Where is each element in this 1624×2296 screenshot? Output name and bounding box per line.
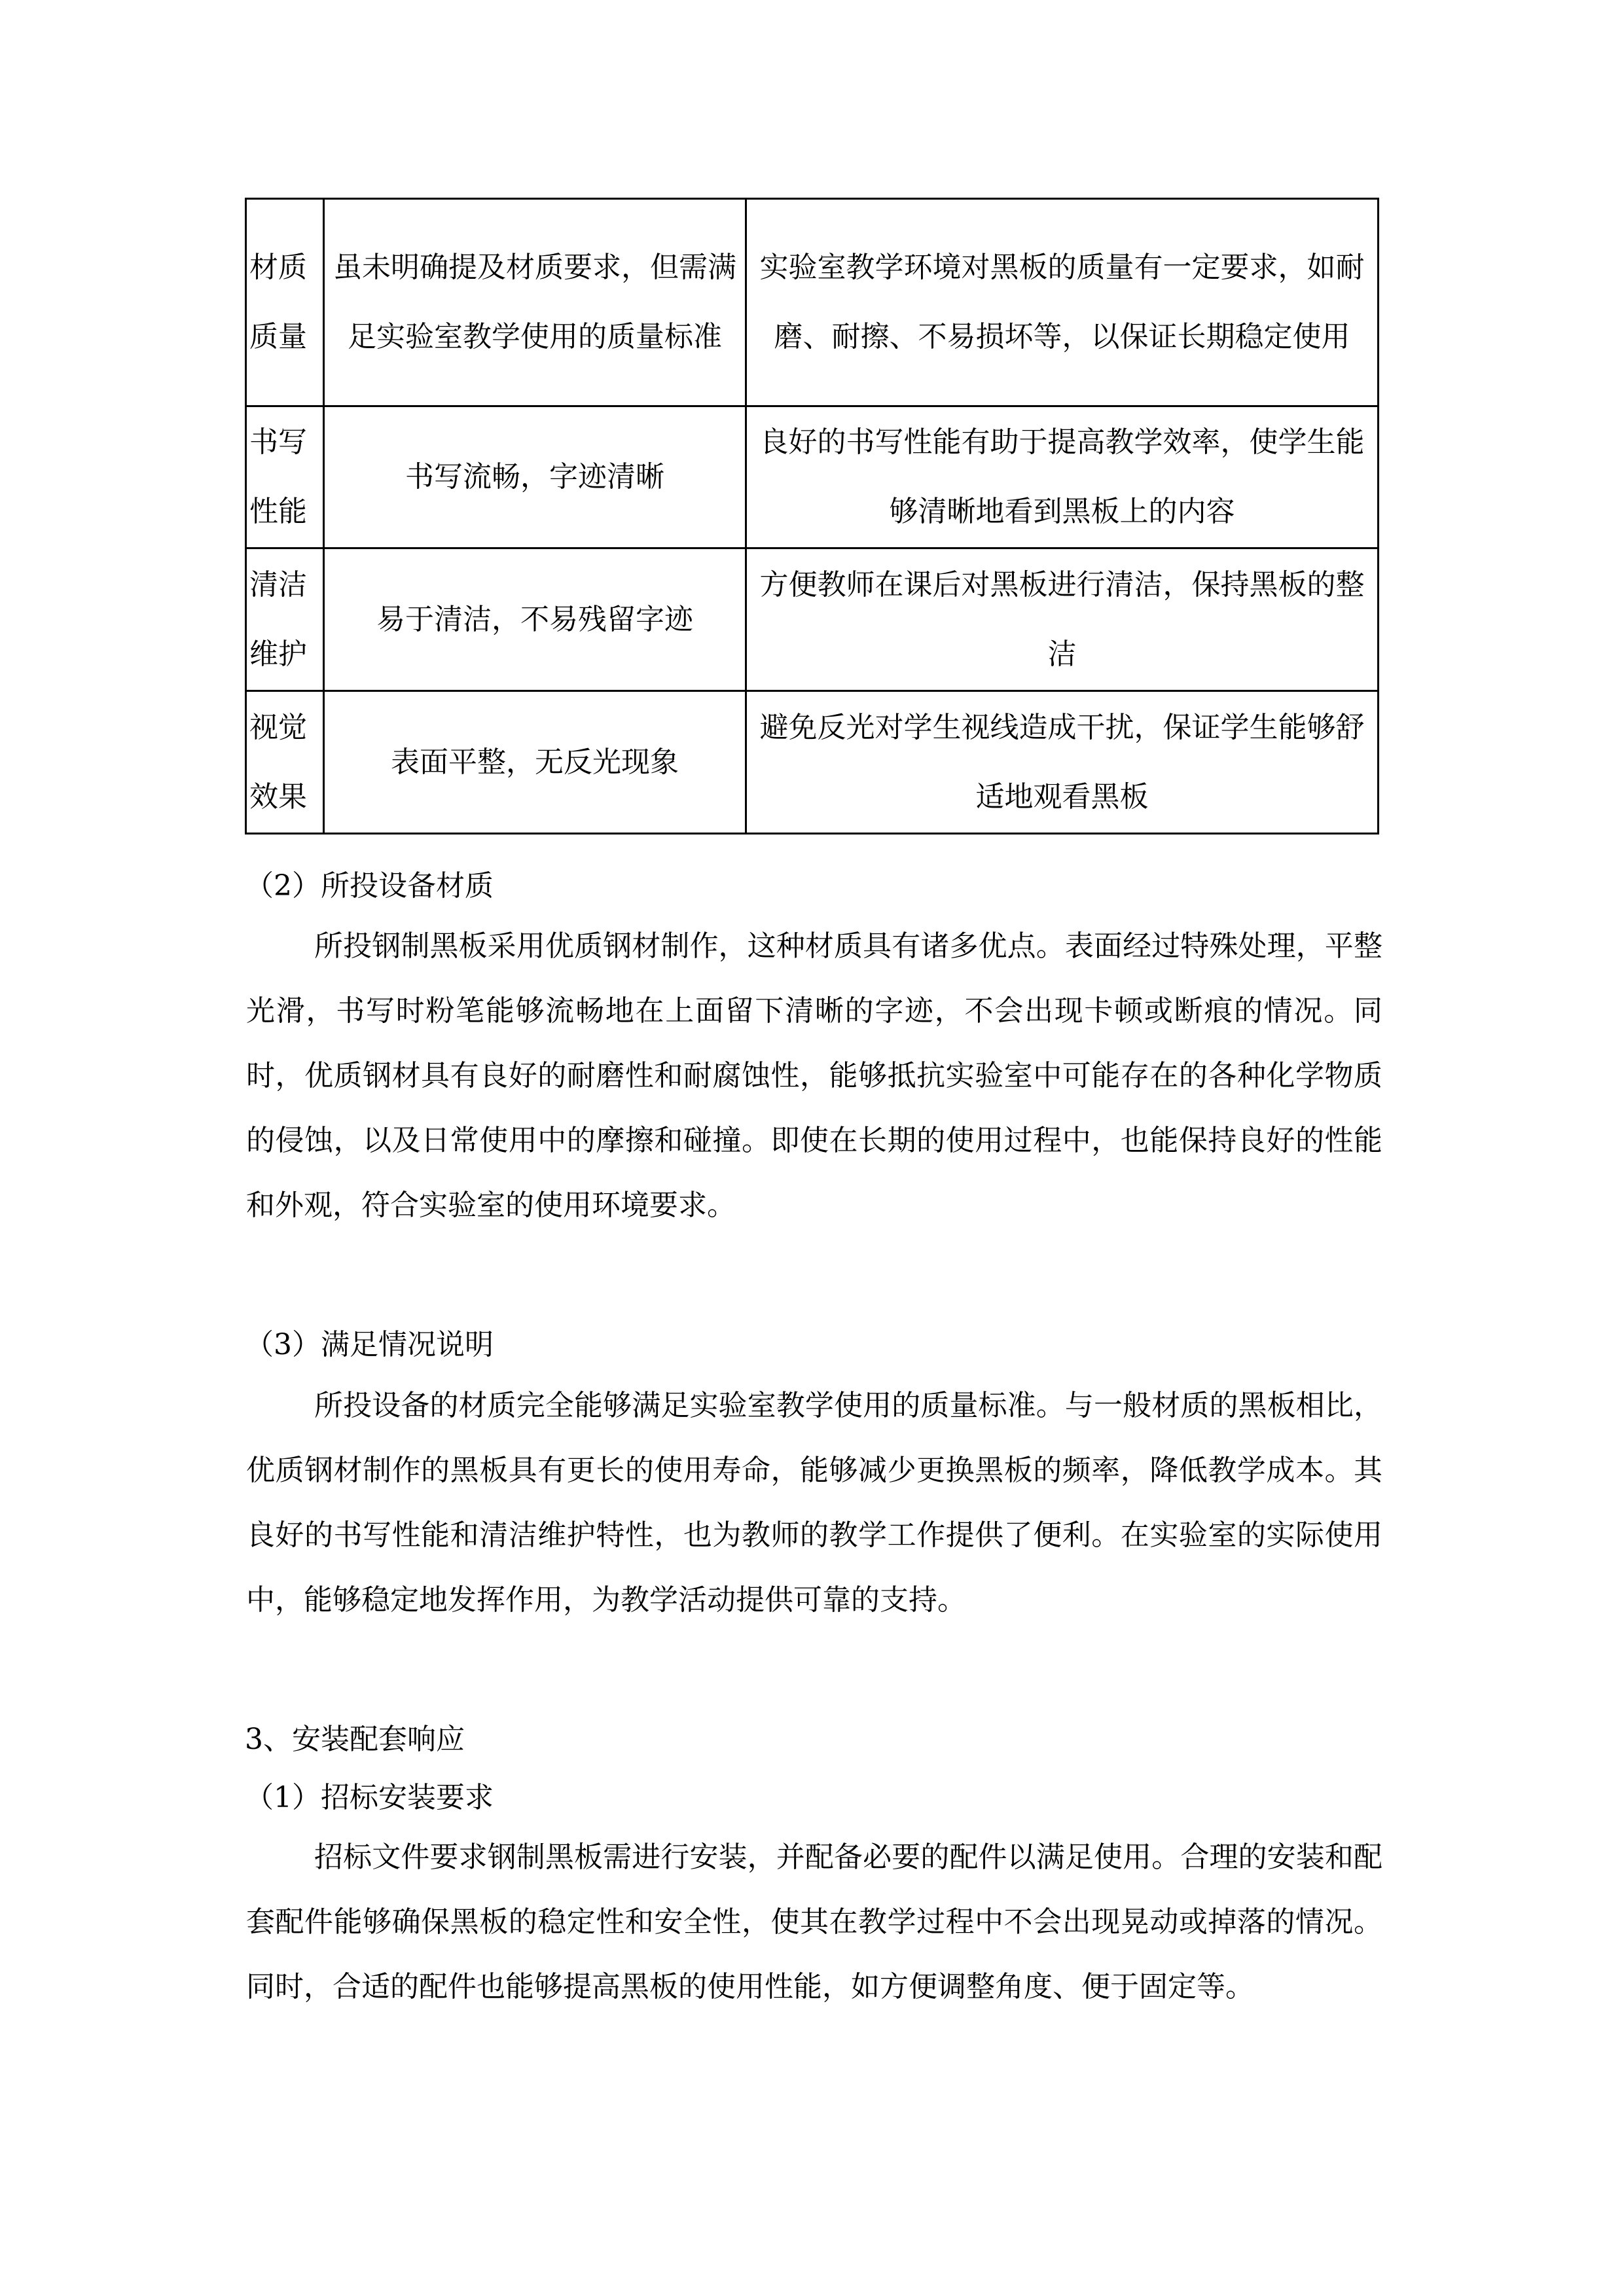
table-cell-requirement: 虽未明确提及材质要求，但需满足实验室教学使用的质量标准	[324, 199, 746, 406]
table-cell-item: 清洁维护	[246, 548, 324, 691]
table-cell-explanation: 避免反光对学生视线造成干扰，保证学生能够舒适地观看黑板	[746, 691, 1379, 834]
paragraph-equipment-material: 所投钢制黑板采用优质钢材制作，这种材质具有诸多优点。表面经过特殊处理，平整光滑，书写时粉笔能够流畅地在上面留下清晰的字迹，不会出现卡顿或断痕的情况。同时，优质钢材具有良好的耐磨性和耐腐蚀性，能够抵抗实验室中可能存在的各种化学物质的侵蚀，以及日常使用中的摩擦和碰撞。即使在长期的使用过程中，也能保持良好的性能和外观，符合实验室的使用环境要求。	[246, 929, 1382, 1222]
table-cell-requirement: 易于清洁，不易残留字迹	[324, 548, 746, 691]
heading-installation-response: 3、安装配套响应	[245, 1723, 465, 1756]
table-cell-explanation: 方便教师在课后对黑板进行清洁，保持黑板的整洁	[746, 548, 1379, 691]
table-row	[246, 691, 1379, 834]
table-row	[246, 548, 1379, 691]
section-heading-equipment-material: （2）所投设备材质	[245, 869, 494, 903]
table-cell-requirement: 书写流畅，字迹清晰	[324, 406, 746, 548]
table-cell-explanation: 良好的书写性能有助于提高教学效率，使学生能够清晰地看到黑板上的内容	[746, 406, 1379, 548]
table-row	[246, 199, 1379, 406]
table-cell-item: 书写性能	[246, 406, 324, 548]
table-cell-explanation: 实验室教学环境对黑板的质量有一定要求，如耐磨、耐擦、不易损坏等，以保证长期稳定使用	[746, 199, 1379, 406]
table-cell-requirement: 表面平整，无反光现象	[324, 691, 746, 834]
section-heading-compliance: （3）满足情况说明	[245, 1328, 494, 1361]
section-heading-installation-requirements: （1）招标安装要求	[245, 1781, 494, 1814]
requirements-table	[245, 198, 1379, 834]
table-cell-item: 视觉效果	[246, 691, 324, 834]
paragraph-installation-requirements: 招标文件要求钢制黑板需进行安装，并配备必要的配件以满足使用。合理的安装和配套配件能够确保黑板的稳定性和安全性，使其在教学过程中不会出现晃动或掉落的情况。同时，合适的配件也能够提高黑板的使用性能，如方便调整角度、便于固定等。	[246, 1840, 1382, 2003]
table-row	[246, 406, 1379, 548]
paragraph-compliance: 所投设备的材质完全能够满足实验室教学使用的质量标准。与一般材质的黑板相比，优质钢材制作的黑板具有更长的使用寿命，能够减少更换黑板的频率，降低教学成本。其良好的书写性能和清洁维护特性，也为教师的教学工作提供了便利。在实验室的实际使用中，能够稳定地发挥作用，为教学活动提供可靠的支持。	[246, 1389, 1382, 1617]
table-cell-item: 材质质量	[246, 199, 324, 406]
